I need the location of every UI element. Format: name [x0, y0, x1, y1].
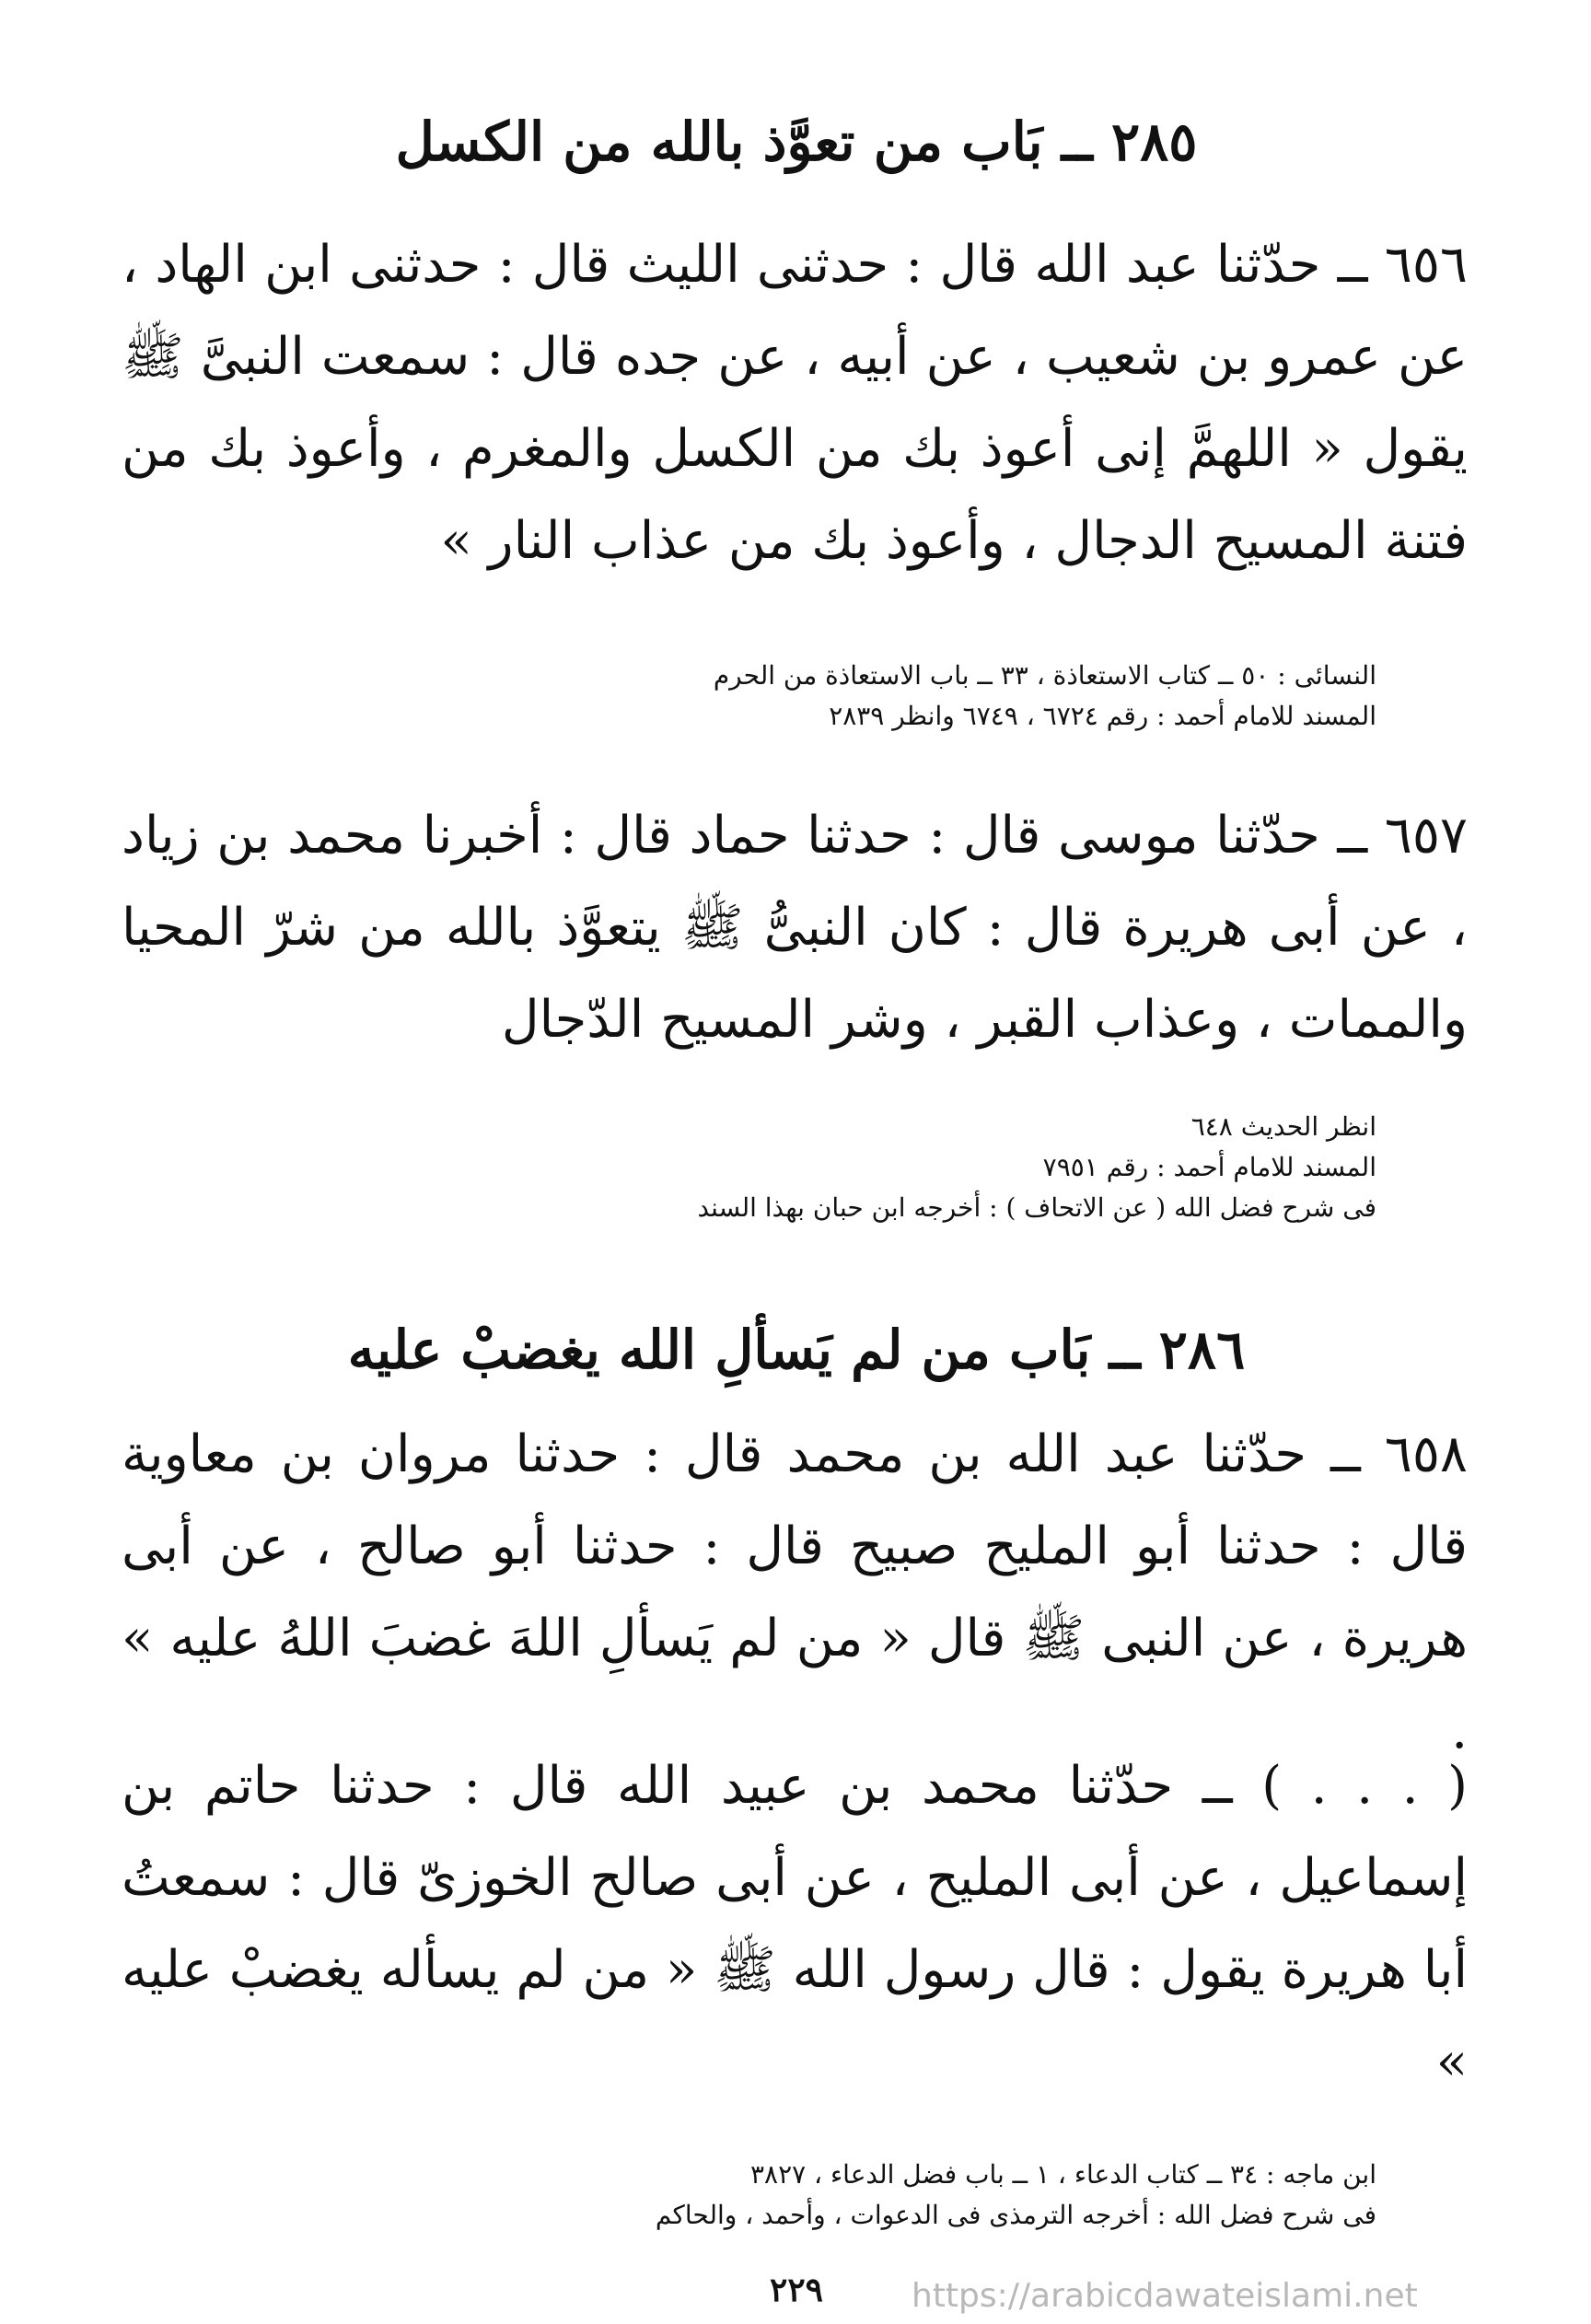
footnote-line: ابن ماجه : ٣٤ ــ كتاب الدعاء ، ١ ــ باب فضل الدعاء ، ٣٨٢٧: [750, 2159, 1376, 2190]
footnote-line: المسند للامام أحمد : رقم ٧٩٥١: [1042, 1152, 1376, 1182]
footnote-line: النسائى : ٥٠ ــ كتاب الاستعاذة ، ٣٣ ــ باب الاستعاذة من الحرم: [713, 660, 1376, 691]
chapter-285-title: ٢٨٥ ــ بَاب من تعوَّذ بالله من الكسل: [395, 110, 1198, 173]
hadith-extra-footnotes: [479, 2155, 1376, 2236]
hadith-657-footnotes: [479, 1107, 1376, 1228]
footnote-line: انظر الحديث ٦٤٨: [1190, 1111, 1376, 1142]
hadith-extra-text: ( . . . ) ــ حدّثنا محمد بن عبيد الله قال : حدثنا حاتم بن إسماعيل ، عن أبى المليح ، عن أبى صالح الخوزىّ قال : سمعتُ أبا هريرة يقول : قال رسول الله ﷺ « من لم يسأله يغضبْ عليه »: [122, 1756, 1468, 2092]
website-watermark: https://arabicdawateislami.net: [912, 2277, 1418, 2315]
footnote-line: المسند للامام أحمد : رقم ٦٧٢٤ ، ٦٧٤٩ وانظر ٢٨٣٩: [829, 701, 1376, 731]
hadith-656-footnotes: [479, 656, 1376, 737]
hadith-656-text: ٦٥٦ ــ حدّثنا عبد الله قال : حدثنى الليث قال : حدثنى ابن الهاد ، عن عمرو بن شعيب ، عن أبيه ، عن جده قال : سمعت النبىَّ ﷺ يقول « اللهمَّ إنى أعوذ بك من الكسل والمغرم ، وأعوذ بك من فتنة المسيح الدجال ، وأعوذ بك من عذاب النار »: [122, 235, 1468, 571]
footnote-line: فى شرح فضل الله : أخرجه الترمذى فى الدعوات ، وأحمد ، والحاكم: [655, 2200, 1376, 2230]
hadith-658-text: ٦٥٨ ــ حدّثنا عبد الله بن محمد قال : حدثنا مروان بن معاوية قال : حدثنا أبو المليح صبيح قال : حدثنا أبو صالح ، عن أبى هريرة ، عن النبى ﷺ قال « من لم يَسألِ اللهَ غضبَ اللهُ عليه » .: [122, 1424, 1468, 1760]
page-number: ٢٢٩: [769, 2271, 823, 2309]
footnote-line: فى شرح فضل الله ( عن الاتحاف ) : أخرجه ابن حبان بهذا السند: [697, 1192, 1376, 1223]
hadith-657-text: ٦٥٧ ــ حدّثنا موسى قال : حدثنا حماد قال : أخبرنا محمد بن زياد ، عن أبى هريرة قال : كان النبىُّ ﷺ يتعوَّذ بالله من شرّ المحيا والممات ، وعذاب القبر ، وشر المسيح الدّجال: [122, 806, 1468, 1050]
chapter-286-title: ٢٨٦ ــ بَاب من لم يَسألِ الله يغضبْ عليه: [347, 1319, 1246, 1381]
